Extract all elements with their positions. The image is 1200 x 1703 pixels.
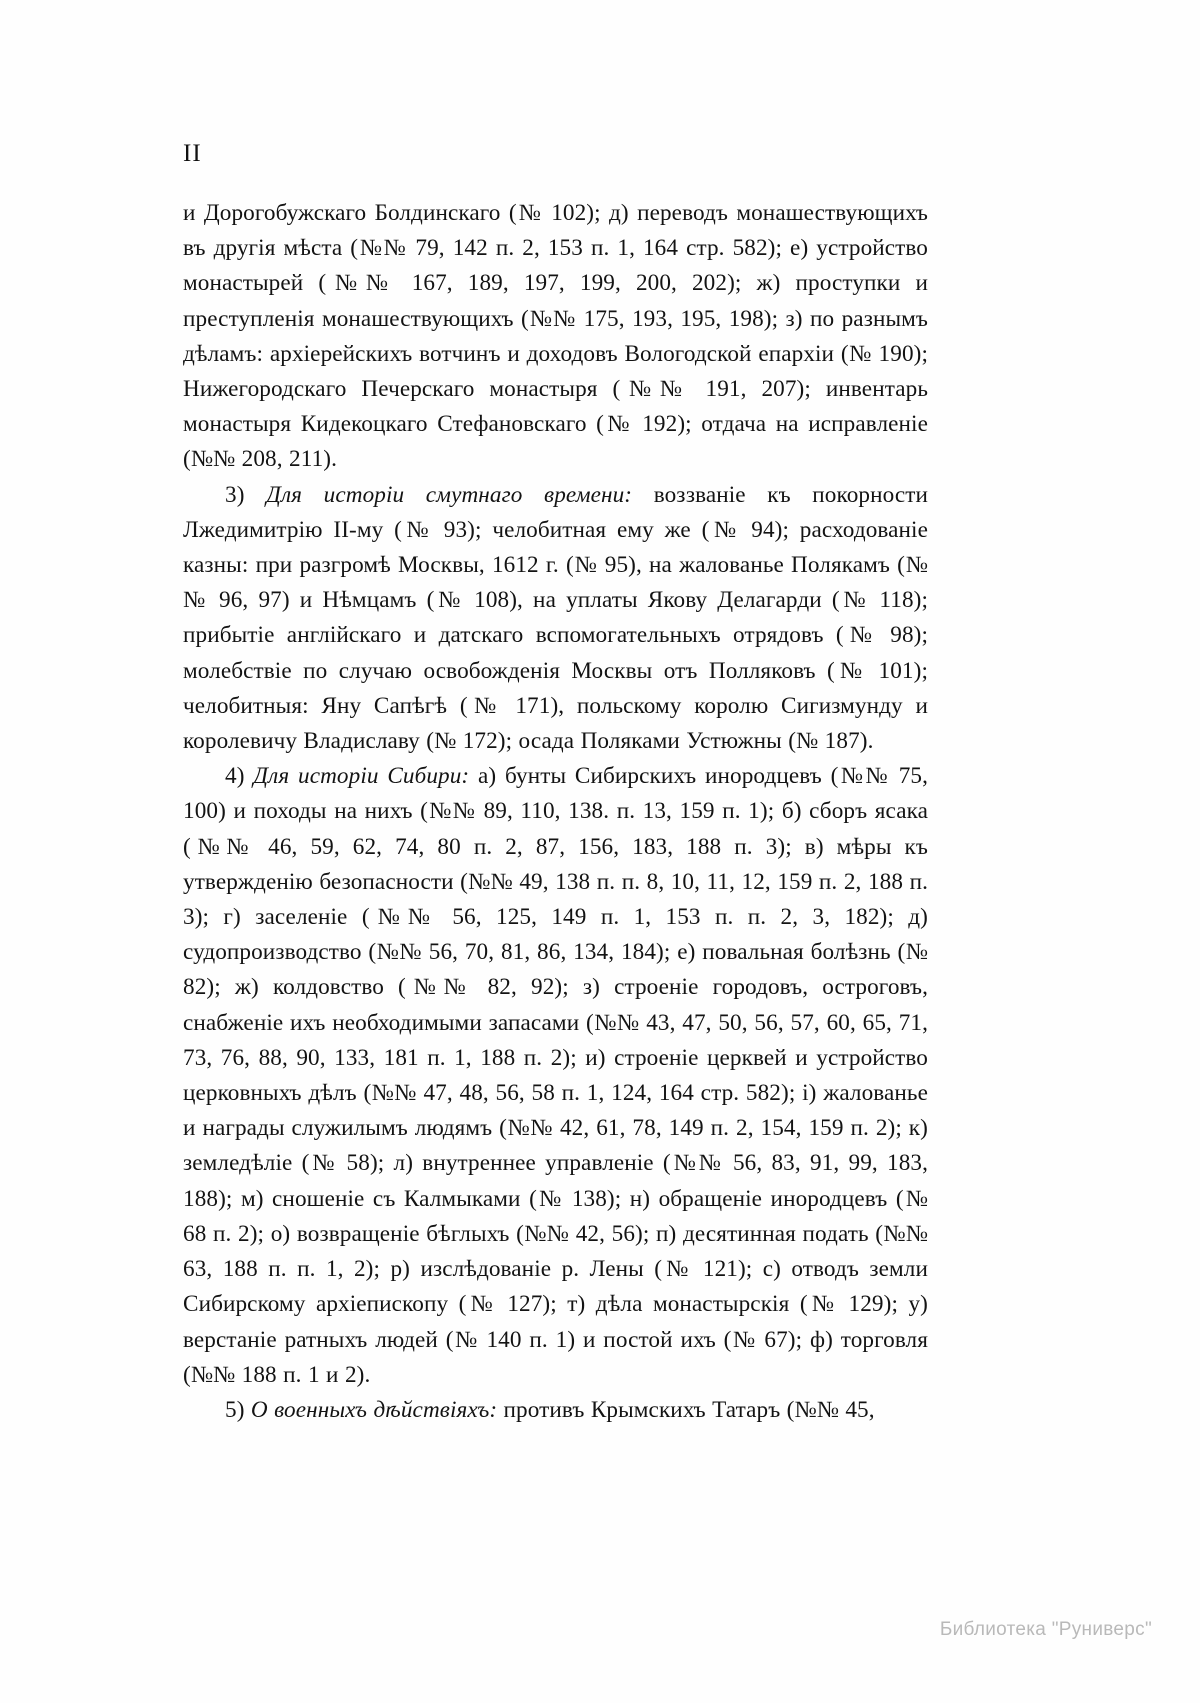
text-run: 3) [225,481,267,508]
emphasis-run: Для исторіи Сибири: [253,763,470,790]
body-text-column [183,196,928,1428]
text-run: а) бунты Сибирскихъ инородцевъ (№№ 75, 100) и походы на нихъ (№№ 89, 110, 138. п. 13, 159 п. 1); б) сборъ ясака (№№ 46, 59, 62, 74, 80 п. 2, 87, 156, 183, 188 п. 3); в) мѣры къ утвержденію безопасности (№№ 49, 138 п. п. 8, 10, 11, 12, 159 п. 2, 188 п. 3); г) заселеніе (№№ 56, 125, 149 п. 1, 153 п. п. 2, 3, 182); д) судопроизводство (№№ 56, 70, 81, 86, 134, 184); е) повальная болѣзнь (№ 82); ж) колдовство (№№ 82, 92); з) строеніе городовъ, остроговъ, снабженіе ихъ необходимыми запасами (№№ 43, 47, 50, 56, 57, 60, 65, 71, 73, 76, 88, 90, 133, 181 п. 1, 188 п. 2); и) строеніе церквей и устройство церковныхъ дѣлъ (№№ 47, 48, 56, 58 п. 1, 124, 164 стр. 582); і) жалованье и награды служилымъ людямъ (№№ 42, 61, 78, 149 п. 2, 154, 159 п. 2); к) земледѣліе (№ 58); л) внутреннее управленіе (№№ 56, 83, 91, 99, 183, 188); м) сношеніе съ Калмыками (№ 138); н) обращеніе инородцевъ (№ 68 п. 2); о) возвращеніе бѣглыхъ (№№ 42, 56); п) десятинная подать (№№ 63, 188 п. п. 1, 2); р) изслѣдованіе р. Лены (№ 121); с) отводъ земли Сибирскому архіепископу (№ 127); т) дѣла монастырскія (№ 129); у) верстаніе ратныхъ людей (№ 140 п. 1) и постой ихъ (№ 67); ф) торговля (№№ 188 п. 1 и 2). [183,763,929,1388]
paragraph [183,1393,928,1428]
library-watermark: Библиотека "Руниверс" [939,1619,1152,1640]
emphasis-run: О военныхъ дѣйствіяхъ: [250,1396,498,1423]
text-run: противъ Крымскихъ Татаръ (№№ 45, [497,1396,875,1423]
page-number: II [183,140,202,167]
emphasis-run: Для исторіи смутнаго времени: [266,481,633,508]
text-run: 4) [225,763,254,790]
text-run: и Дорогобужскаго Болдинскаго (№ 102); д) переводъ монашествующихъ въ другія мѣста (№№ 79, 142 п. 2, 153 п. 1, 164 стр. 582); е) устройство монастырей (№№ 167, 189, 197, 199, 200, 202); ж) проступки и преступленія монашествующихъ (№№ 175, 193, 195, 198); з) по разнымъ дѣламъ: архіерейскихъ вотчинъ и доходовъ Вологодской епархіи (№ 190); Нижегородскаго Печерскаго монастыря (№№ 191, 207); инвентарь монастыря Кидекоцкаго Стефановскаго (№ 192); отдача на исправленіе (№№ 208, 211). [183,200,928,473]
paragraph [183,196,928,478]
paragraph [183,759,928,1393]
paragraph [183,478,928,760]
text-run: 5) [225,1396,251,1423]
text-run: воззваніе къ покорности Лжедимитрію II-му (№ 93); челобитная ему же (№ 94); расходованіе казны: при разгромѣ Москвы, 1612 г. (№ 95), на жалованье Полякамъ (№№ 96, 97) и Нѣмцамъ (№ 108), на уплаты Якову Делагарди (№ 118); прибытіе англійскаго и датскаго вспомогательныхъ отрядовъ (№ 98); молебствіе по случаю освобожденія Москвы отъ Полляковъ (№ 101); челобитныя: Яну Сапѣгѣ (№ 171), польскому королю Сигизмунду и королевичу Владиславу (№ 172); осада Поляками Устюжны (№ 187). [183,481,928,755]
